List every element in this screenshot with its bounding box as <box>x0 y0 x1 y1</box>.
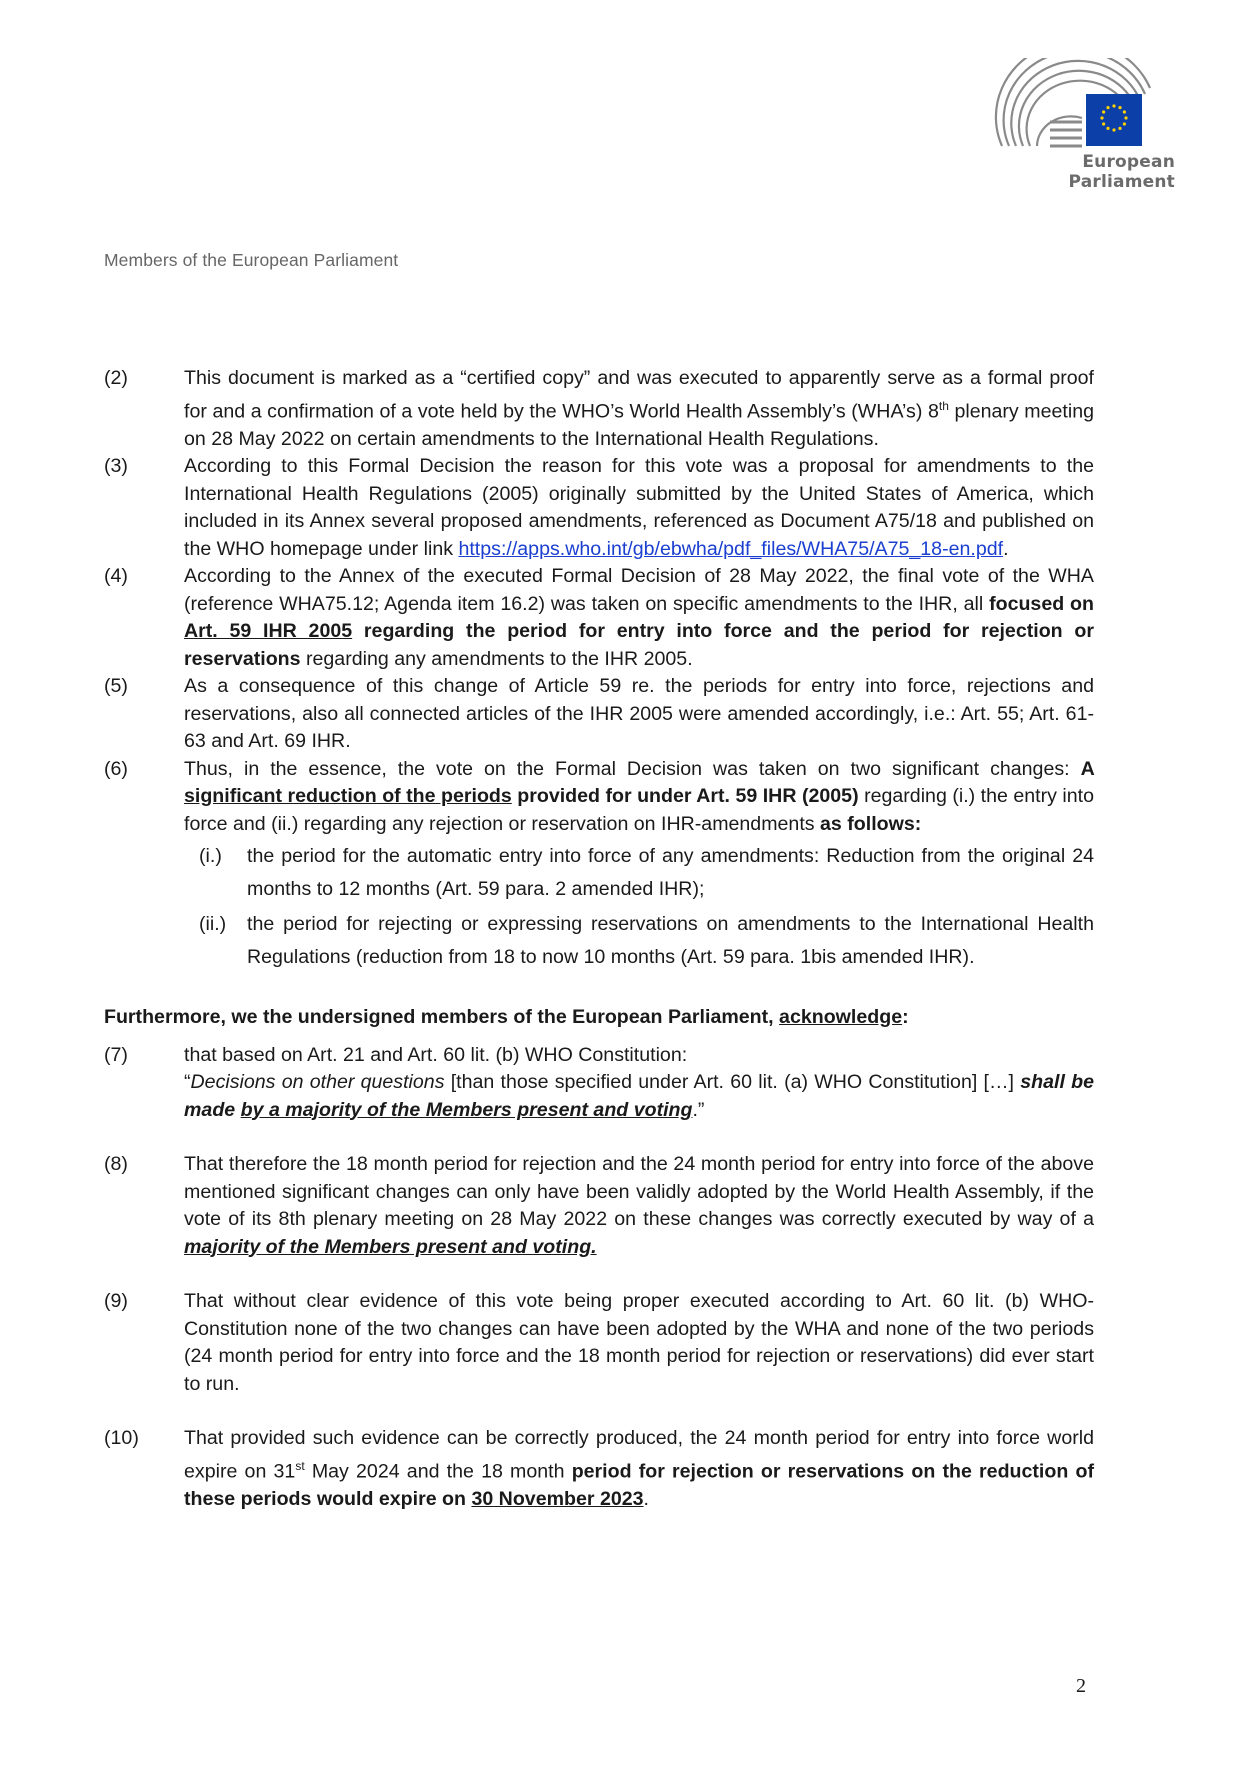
item-text: As a consequence of this change of Article 59 re. the periods for entry into force, rejections and reservations, also all connected articles of the IHR 2005 were amended accordingly, i.e.: Art. 55; Art. 61-63 and Art. 69 IHR. <box>184 675 1094 753</box>
text-line: that based on Art. 21 and Art. 60 lit. (b) WHO Constitution: <box>184 1043 688 1066</box>
item-text <box>184 1425 1094 1513</box>
item-number: (9) <box>104 1290 128 1313</box>
document-body <box>104 365 1094 1513</box>
bold-text: period for rejection or reservations on the reduction of these periods would expire on <box>184 1460 1094 1510</box>
item-number: (2) <box>104 367 128 389</box>
item-text <box>184 1042 1094 1125</box>
item-text <box>184 365 1094 453</box>
text-span: According to the Annex of the executed Formal Decision of 28 May 2022, the final vote of the WHA (reference WHA75.12; Agenda item 16.2) was taken on specific amendments to the IHR, all <box>184 565 1094 615</box>
bold-underlined-text: Art. 59 IHR 2005 <box>184 620 353 643</box>
sub-item-number: (i.) <box>199 845 222 868</box>
text-span: That provided such evidence can be correctly produced, the 24 month period for entry into force world expire on 31 <box>184 1427 1094 1483</box>
section-heading <box>104 1004 1094 1032</box>
bold-text: focused on <box>989 592 1094 615</box>
italic-text: Decisions on other questions <box>190 1071 445 1094</box>
list-item <box>104 673 1094 756</box>
sub-list-item <box>199 840 1094 906</box>
heading-text: Furthermore, we the undersigned members of the European Parliament, <box>104 1006 780 1029</box>
sub-item-number: (ii.) <box>199 913 227 936</box>
document-subtitle: Members of the European Parliament <box>104 250 399 270</box>
text-span: Thus, in the essence, the vote on the Formal Decision was taken on two significant changes: <box>184 757 1081 780</box>
item-text <box>184 1151 1094 1261</box>
list-item <box>104 1042 1094 1125</box>
item-number: (4) <box>104 565 128 588</box>
text-span: plenary meeting on 28 May 2022 on certain amendments to the International Health Regulations. <box>184 400 1094 450</box>
item-number: (10) <box>104 1427 139 1450</box>
item-text <box>184 453 1094 563</box>
sub-item-text: the period for the automatic entry into force of any amendments: Reduction from the original 24 months to 12 months (Art. 59 para. 2 amended IHR); <box>247 845 1094 901</box>
text-span: According to this Formal Decision the reason for this vote was a proposal for amendments to the International Health Regulations (2005) originally submitted by the United States of America, which included in its Annex several proposed amendments, referenced as Document A75/18 and published on the WHO homepage under link <box>184 455 1094 560</box>
parliament-hemicycle-icon <box>990 58 1170 153</box>
text-span: regarding any amendments to the IHR 2005. <box>300 647 693 670</box>
bold-text: provided for under Art. 59 IHR (2005) <box>511 785 859 808</box>
sub-item-text: the period for rejecting or expressing reservations on amendments to the International Health Regulations (reduction from 18 to now 10 months (Art. 59 para. 1bis amended IHR). <box>247 913 1094 969</box>
text-span: “ <box>184 1071 191 1094</box>
heading-underlined-text: acknowledge <box>779 1006 903 1029</box>
bold-italic-underlined-text: by a majority of the Members present and voting <box>240 1098 693 1121</box>
who-document-link[interactable]: https://apps.who.int/gb/ebwha/pdf_files/WHA75/A75_18-en.pdf <box>458 537 1004 560</box>
text-span: regarding (i.) the entry into force and (ii.) regarding any rejection or reservation on IHR-amendments <box>184 785 1094 835</box>
bold-text: regarding the period for entry into force and the period for rejection or reservations <box>184 620 1094 670</box>
list-item <box>104 453 1094 563</box>
item-number: (7) <box>104 1043 128 1066</box>
item-number: (6) <box>104 757 128 780</box>
item-number: (3) <box>104 455 128 478</box>
text-span: That therefore the 18 month period for rejection and the 24 month period for entry into force of the above mentioned significant changes can only have been validly adopted by the World Health Assembly, if the vote of its 8th plenary meeting on 28 May 2022 on these changes was correctly executed by way of a <box>184 1153 1094 1231</box>
bold-underlined-text: 30 November 2023 <box>471 1487 644 1510</box>
eu-flag-icon <box>1086 94 1142 146</box>
list-item <box>104 563 1094 673</box>
sub-list-item <box>199 908 1094 974</box>
bold-italic-text: shall be made <box>184 1071 1094 1121</box>
superscript: th <box>938 398 949 413</box>
list-item <box>104 1151 1094 1261</box>
list-item <box>104 756 1094 839</box>
superscript: st <box>295 1458 305 1473</box>
item-text <box>184 563 1094 673</box>
logo-text: European Parliament <box>1068 152 1175 192</box>
text-span: May 2024 and the 18 month <box>304 1460 572 1483</box>
spacer <box>104 1124 1094 1151</box>
bold-underlined-text: significant reduction of the periods <box>184 785 512 808</box>
list-item <box>104 1288 1094 1398</box>
text-span: . <box>643 1487 649 1510</box>
item-number: (5) <box>104 675 128 698</box>
bold-italic-underlined-text: majority of the Members present and voting. <box>184 1235 597 1258</box>
page-number: 2 <box>1076 1675 1086 1697</box>
bold-text: as follows: <box>820 812 922 835</box>
item-text <box>184 756 1094 839</box>
spacer <box>104 1398 1094 1425</box>
text-span: This document is marked as a “certified copy” and was executed to apparently serve as a formal proof for and a confirmation of a vote held by the WHO’s World Health Assembly’s (WHA’s) 8 <box>184 367 1094 423</box>
list-item <box>104 1425 1094 1513</box>
spacer <box>104 1261 1094 1288</box>
item-number: (8) <box>104 1153 128 1176</box>
text-span: . <box>1003 537 1009 560</box>
quote-line <box>184 1069 1094 1124</box>
item-text: That without clear evidence of this vote being proper executed according to Art. 60 lit. (b) WHO-Constitution none of the two changes can have been adopted by the WHA and none of the two periods (24 month period for entry into force and the 18 month period for rejection or reservations) did ever start to run. <box>184 1290 1094 1395</box>
list-item <box>104 365 1094 453</box>
heading-text: : <box>902 1006 909 1029</box>
bold-text: A <box>1080 757 1094 780</box>
text-span: [than those specified under Art. 60 lit. (a) WHO Constitution] […] <box>444 1071 1014 1094</box>
text-span: .” <box>692 1098 705 1121</box>
